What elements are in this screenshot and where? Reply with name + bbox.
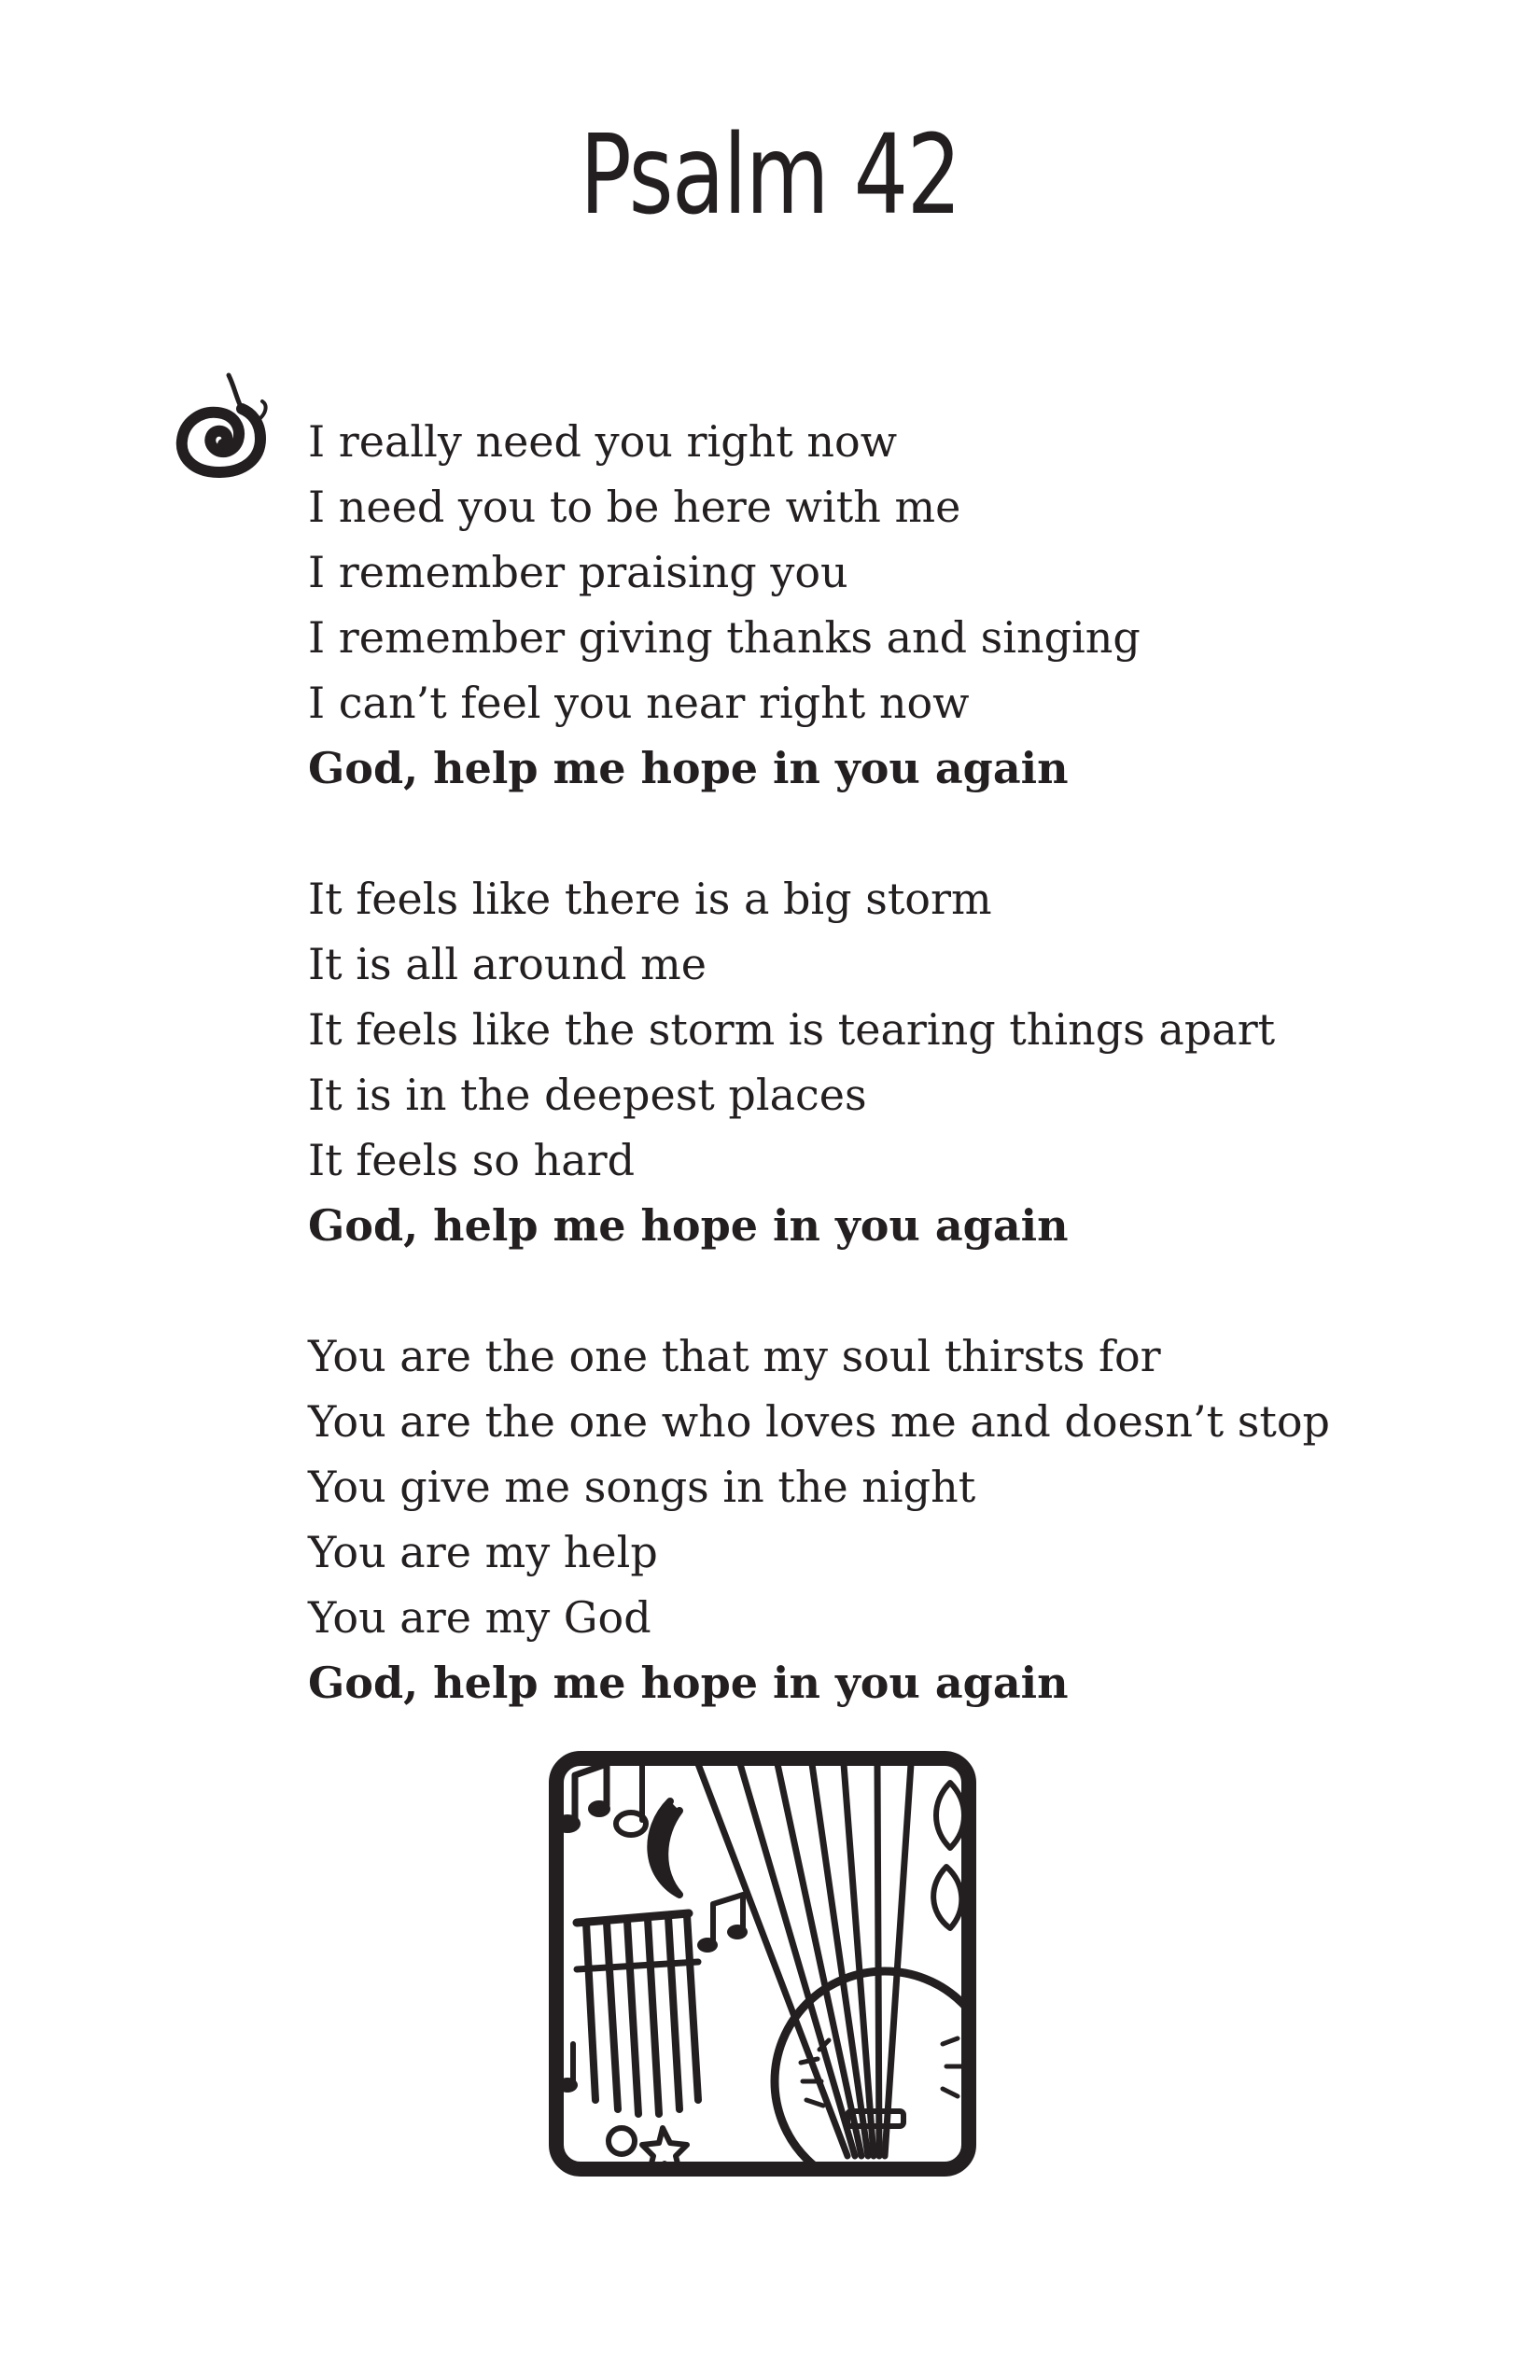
poem-line: It feels like the storm is tearing things apart xyxy=(308,1004,1276,1055)
poem-line: You are my help xyxy=(308,1527,658,1577)
refrain-line: God, help me hope in you again xyxy=(308,743,1069,793)
poem-line: I can’t feel you near right now xyxy=(308,678,970,728)
poem-line: It feels like there is a big storm xyxy=(308,874,992,924)
refrain-line: God, help me hope in you again xyxy=(308,1200,1069,1251)
stanza-3 xyxy=(308,1323,1428,1715)
music-instruments-illustration xyxy=(539,1745,986,2182)
stanza-1 xyxy=(308,409,1428,801)
poem-line: It feels so hard xyxy=(308,1135,636,1185)
poem-line: I need you to be here with me xyxy=(308,482,961,532)
poem-line: It is in the deepest places xyxy=(308,1070,867,1120)
refrain-line: God, help me hope in you again xyxy=(308,1658,1069,1708)
poem-line: It is all around me xyxy=(308,939,707,989)
poem-line: You give me songs in the night xyxy=(308,1462,976,1512)
poem-line: You are my God xyxy=(308,1592,651,1643)
stanza-2 xyxy=(308,866,1428,1258)
poem-line: I remember giving thanks and singing xyxy=(308,612,1141,663)
spiral-icon xyxy=(163,362,271,497)
page-title: Psalm 42 xyxy=(580,110,960,239)
poem xyxy=(308,409,1428,1781)
poem-line: You are the one who loves me and doesn’t stop xyxy=(308,1396,1330,1447)
poem-line: I remember praising you xyxy=(308,547,848,597)
poem-line: I really need you right now xyxy=(308,416,898,467)
poem-line: You are the one that my soul thirsts for xyxy=(308,1331,1161,1381)
